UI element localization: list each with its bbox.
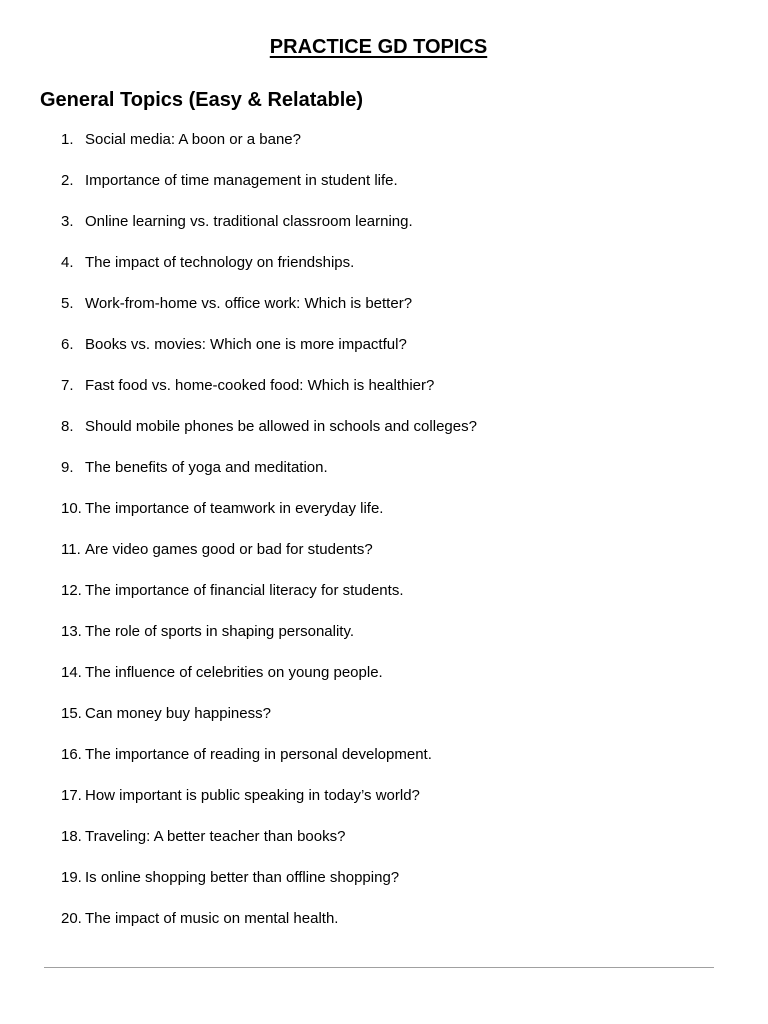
list-item bbox=[0, 581, 768, 622]
item-text: The benefits of yoga and meditation. bbox=[85, 459, 328, 476]
item-text: The importance of reading in personal development. bbox=[85, 746, 432, 763]
list-item bbox=[0, 909, 768, 950]
item-number: 17. bbox=[61, 787, 82, 804]
item-text: The role of sports in shaping personality. bbox=[85, 623, 355, 640]
item-text: Traveling: A better teacher than books? bbox=[85, 828, 346, 845]
item-number: 11. bbox=[61, 541, 81, 558]
item-number: 9. bbox=[61, 459, 74, 476]
page-title: PRACTICE GD TOPICS bbox=[269, 36, 488, 58]
list-item bbox=[0, 458, 768, 499]
list-item bbox=[0, 827, 768, 868]
item-text: Social media: A boon or a bane? bbox=[85, 131, 301, 148]
item-text: Can money buy happiness? bbox=[85, 705, 271, 722]
list-item bbox=[0, 499, 768, 540]
item-number: 16. bbox=[61, 746, 82, 763]
item-number: 12. bbox=[61, 582, 82, 599]
list-item bbox=[0, 294, 768, 335]
item-text: The influence of celebrities on young people. bbox=[85, 664, 383, 681]
list-item bbox=[0, 704, 768, 745]
item-text: How important is public speaking in today’s world? bbox=[85, 787, 420, 804]
list-item bbox=[0, 786, 768, 827]
list-item bbox=[0, 171, 768, 212]
item-text: The impact of music on mental health. bbox=[85, 910, 339, 927]
item-number: 6. bbox=[61, 336, 74, 353]
list-item bbox=[0, 376, 768, 417]
item-text: Fast food vs. home-cooked food: Which is healthier? bbox=[85, 377, 435, 394]
item-text: Is online shopping better than offline shopping? bbox=[85, 869, 400, 886]
list-item bbox=[0, 212, 768, 253]
item-number: 4. bbox=[61, 254, 74, 271]
item-number: 5. bbox=[61, 295, 74, 312]
item-number: 13. bbox=[61, 623, 82, 640]
item-number: 1. bbox=[61, 131, 74, 148]
list-item bbox=[0, 417, 768, 458]
item-number: 18. bbox=[61, 828, 82, 845]
item-text: Should mobile phones be allowed in schools and colleges? bbox=[85, 418, 477, 435]
page-divider bbox=[44, 967, 714, 968]
item-text: Importance of time management in student life. bbox=[85, 172, 398, 189]
item-number: 19. bbox=[61, 869, 82, 886]
topic-list bbox=[0, 130, 768, 950]
item-number: 10. bbox=[61, 500, 82, 517]
item-number: 14. bbox=[61, 664, 82, 681]
list-item bbox=[0, 622, 768, 663]
list-item bbox=[0, 663, 768, 704]
item-number: 15. bbox=[61, 705, 82, 722]
item-text: Are video games good or bad for students? bbox=[85, 541, 373, 558]
item-text: The importance of teamwork in everyday life. bbox=[85, 500, 384, 517]
item-text: Books vs. movies: Which one is more impactful? bbox=[85, 336, 407, 353]
list-item bbox=[0, 540, 768, 581]
item-number: 2. bbox=[61, 172, 74, 189]
item-number: 7. bbox=[61, 377, 74, 394]
item-text: Work-from-home vs. office work: Which is better? bbox=[85, 295, 413, 312]
item-text: The impact of technology on friendships. bbox=[85, 254, 355, 271]
list-item bbox=[0, 253, 768, 294]
item-number: 20. bbox=[61, 910, 82, 927]
item-number: 3. bbox=[61, 213, 74, 230]
item-number: 8. bbox=[61, 418, 74, 435]
list-item bbox=[0, 130, 768, 171]
list-item bbox=[0, 868, 768, 909]
section-heading: General Topics (Easy & Relatable) bbox=[40, 89, 364, 111]
list-item bbox=[0, 335, 768, 376]
item-text: The importance of financial literacy for students. bbox=[85, 582, 404, 599]
list-item bbox=[0, 745, 768, 786]
item-text: Online learning vs. traditional classroom learning. bbox=[85, 213, 413, 230]
